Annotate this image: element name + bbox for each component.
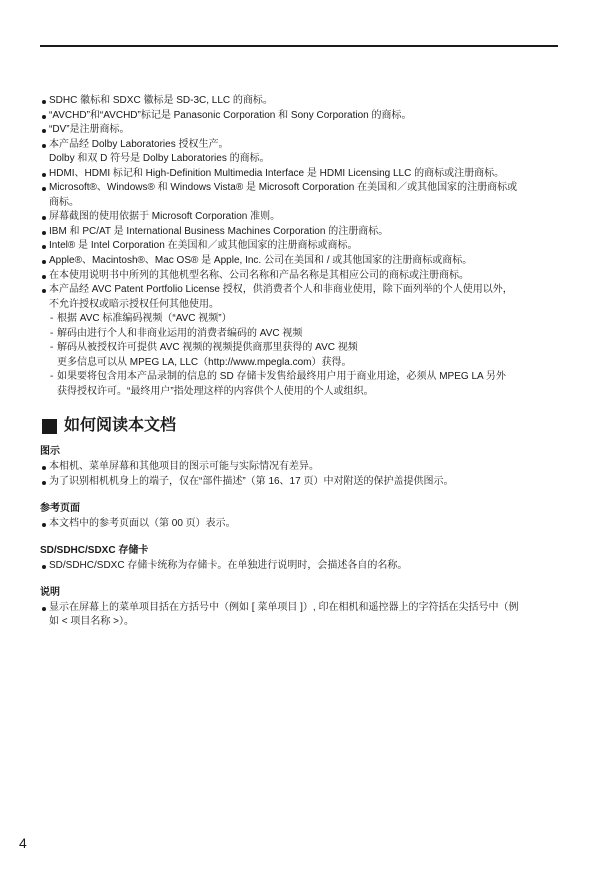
bullet-icon [40, 475, 49, 490]
list-item-text [49, 283, 558, 399]
list-item-text [49, 138, 558, 167]
group-title: 说明 [40, 587, 60, 599]
list-item [40, 138, 558, 167]
text-line: SD/SDHC/SDXC 存储卡统称为存储卡。在单独进行说明时，会描述各自的名称。 [49, 559, 408, 571]
text-line: 屏幕截图的使用依据于 Microsoft Corporation 准则。 [49, 211, 281, 223]
list-item [40, 559, 558, 574]
list-item [40, 181, 558, 210]
list-item-text [49, 559, 558, 574]
list-item [40, 475, 558, 490]
list-item [40, 167, 558, 182]
list-item-text [49, 254, 558, 269]
section-group [40, 586, 558, 630]
text-line: 如果要将包含用本产品录制的信息的 SD 存储卡发售给最终用户用于商业用途，必须从 MPEG LA 另外 [57, 371, 506, 383]
text-line: 不允许授权或暗示授权任何其他使用。 [49, 298, 219, 310]
list-item [40, 460, 558, 475]
list-item-text [49, 167, 558, 182]
bullet-icon [40, 460, 49, 475]
dash-marker: - [50, 342, 54, 354]
sub-list-item [49, 341, 558, 370]
list-item-text [49, 475, 558, 490]
top-rule [40, 45, 558, 47]
text-line: 显示在屏幕上的菜单项目括在方括号中（例如 [ 菜单项目 ]）, 印在相机和遥控器上的字符括在尖括号中（例 [49, 601, 519, 613]
text-line: 本文档中的参考页面以（第 00 页）表示。 [49, 517, 236, 529]
bullet-icon [40, 225, 49, 240]
list-item [40, 123, 558, 138]
sub-list-item-text [57, 312, 558, 327]
list-item [40, 254, 558, 269]
dash-marker: - [50, 327, 54, 339]
list-item [40, 601, 558, 630]
bullet-icon [40, 283, 49, 399]
sub-list-item-text [57, 327, 558, 342]
dash-marker: - [50, 371, 54, 383]
group-title: SD/SDHC/SDXC 存储卡 [40, 545, 149, 557]
dash-marker: - [50, 313, 54, 325]
text-line: 在本使用说明书中所列的其他机型名称、公司名称和产品名称是其相应公司的商标或注册商标。 [49, 269, 469, 281]
list-item-text [49, 601, 558, 630]
list-item-text [49, 239, 558, 254]
bullet-icon [40, 138, 49, 167]
text-line: “DV”是注册商标。 [49, 124, 130, 136]
list-item-text [49, 181, 558, 210]
group-title: 参考页面 [40, 503, 80, 515]
text-line: IBM 和 PC/AT 是 International Business Machines Corporation 的注册商标。 [49, 225, 389, 237]
heading-square-icon [42, 419, 57, 434]
sub-list-item-text [57, 341, 558, 370]
section-group [40, 445, 558, 489]
sub-list-item [49, 327, 558, 342]
list-item-text [49, 94, 558, 109]
text-line: 为了识别相机机身上的端子，仅在“部件描述”（第 16、17 页）中对附送的保护盖提供图示。 [49, 475, 454, 487]
text-line: 如 < 项目名称 >）。 [49, 616, 135, 628]
text-line: 本相机、菜单屏幕和其他项目的图示可能与实际情况有差异。 [49, 461, 319, 473]
list-item [40, 225, 558, 240]
bullet-icon [40, 94, 49, 109]
text-line: “AVCHD”和“AVCHD”标记是 Panasonic Corporation 和 Sony Corporation 的商标。 [49, 109, 412, 121]
bullet-icon [40, 210, 49, 225]
bullet-icon [40, 109, 49, 124]
bullet-icon [40, 239, 49, 254]
sub-list-item [49, 370, 558, 399]
sub-list-item [49, 312, 558, 327]
list-item [40, 283, 558, 399]
section-heading [40, 416, 558, 436]
bullet-icon [40, 167, 49, 182]
text-line: 商标。 [49, 196, 79, 208]
text-line: HDMI、HDMI 标记和 High-Definition Multimedia Interface 是 HDMI Licensing LLC 的商标或注册商标。 [49, 167, 505, 179]
bullet-icon [40, 254, 49, 269]
list-item [40, 109, 558, 124]
text-line: Apple®、Macintosh®、Mac OS® 是 Apple, Inc. 公司在美国和 / 或其他国家的注册商标或商标。 [49, 255, 473, 267]
group-title: 图示 [40, 446, 60, 458]
list-item [40, 94, 558, 109]
list-item-text [49, 460, 558, 475]
bullet-icon [40, 559, 49, 574]
text-line: 更多信息可以从 MPEG LA, LLC（http://www.mpegla.com）获得。 [57, 356, 352, 368]
list-item [40, 239, 558, 254]
text-line: 解码由进行个人和非商业运用的消费者编码的 AVC 视频 [57, 327, 303, 339]
page-number: 4 [19, 835, 27, 851]
list-item-text [49, 109, 558, 124]
sub-list-item-text [57, 370, 558, 399]
list-item-text [49, 517, 558, 532]
bullet-icon [40, 181, 49, 210]
bullet-icon [40, 517, 49, 532]
text-line: 解码从被授权许可提供 AVC 视频的视频提供商那里获得的 AVC 视频 [57, 342, 358, 354]
text-line: SDHC 徽标和 SDXC 徽标是 SD-3C, LLC 的商标。 [49, 95, 273, 106]
bullet-icon [40, 123, 49, 138]
text-line: Intel® 是 Intel Corporation 在美国和／或其他国家的注册商标或商标。 [49, 240, 358, 252]
text-line: 本产品经 AVC Patent Portfolio License 授权，供消费者个人和非商业使用，除下面列举的个人使用以外， [49, 284, 513, 296]
list-item [40, 269, 558, 284]
list-item [40, 517, 558, 532]
text-line: 获得授权许可。“最终用户”指处理这样的内容供个人使用的个人或组织。 [57, 385, 374, 397]
section-heading-text: 如何阅读本文档 [64, 417, 177, 435]
section-group [40, 544, 558, 573]
list-item-text [49, 269, 558, 284]
section-group [40, 502, 558, 531]
list-item-text [49, 123, 558, 138]
bullet-icon [40, 601, 49, 630]
text-line: Dolby 和双 D 符号是 Dolby Laboratories 的商标。 [49, 153, 270, 165]
text-line: 根据 AVC 标准编码视频（“AVC 视频”） [57, 313, 232, 325]
list-item-text [49, 210, 558, 225]
trademark-list [40, 94, 558, 399]
text-line: 本产品经 Dolby Laboratories 授权生产。 [49, 138, 229, 150]
list-item [40, 210, 558, 225]
bullet-icon [40, 269, 49, 284]
document-content [40, 94, 558, 630]
list-item-text [49, 225, 558, 240]
text-line: Microsoft®、Windows® 和 Windows Vista® 是 Microsoft Corporation 在美国和／或其他国家的注册商标或 [49, 182, 518, 194]
